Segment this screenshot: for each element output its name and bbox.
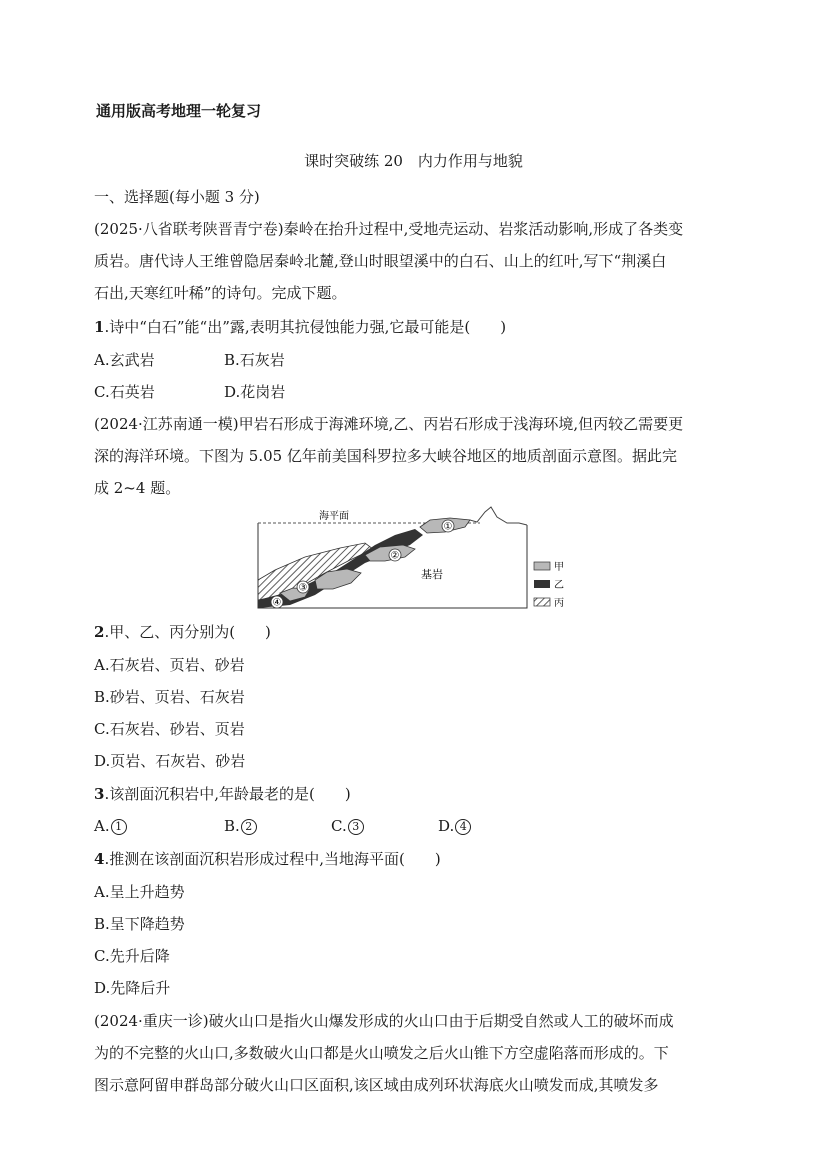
passage3-line: 为的不完整的火山口,多数破火山口都是火山喷发之后火山锥下方空虚陷落而形成的。下 (94, 1044, 669, 1062)
land-surface (460, 507, 527, 527)
passage3-line: 图示意阿留申群岛部分破火山口区面积,该区域由成列环状海底火山喷发而成,其喷发多 (94, 1076, 659, 1094)
option-letter: B. (224, 817, 240, 835)
q1-option-b[interactable]: B.石灰岩 (224, 351, 285, 369)
option-letter: D. (438, 817, 455, 835)
legend-swatch-yi (534, 580, 550, 588)
question-number: 3 (94, 785, 105, 803)
page-title: 课时突破练 20 内力作用与地貌 (304, 152, 523, 170)
label-3: ③ (298, 582, 308, 594)
q4-option-d[interactable]: D.先降后升 (94, 979, 171, 997)
question-1 (94, 316, 506, 338)
section-heading: 一、选择题(每小题 3 分) (94, 188, 260, 206)
q2-option-d[interactable]: D.页岩、石灰岩、砂岩 (94, 752, 246, 770)
legend-swatch-bing (534, 598, 550, 606)
question-stem: .该剖面沉积岩中,年龄最老的是( ) (104, 785, 351, 803)
q2-option-a[interactable]: A.石灰岩、页岩、砂岩 (94, 656, 245, 674)
q1-option-a[interactable]: A.玄武岩 (94, 351, 155, 369)
question-stem: .诗中“白石”能“出”露,表明其抗侵蚀能力强,它最可能是( ) (104, 318, 507, 336)
q2-option-b[interactable]: B.砂岩、页岩、石灰岩 (94, 688, 245, 706)
legend-label-jia: 甲 (554, 562, 564, 573)
q4-option-a[interactable]: A.呈上升趋势 (94, 883, 185, 901)
question-3 (94, 783, 351, 805)
q3-option-c[interactable] (331, 817, 364, 835)
legend-swatch-jia (534, 562, 550, 570)
q3-option-d[interactable] (438, 817, 471, 835)
option-circle-number: 4 (455, 819, 471, 835)
legend-label-yi: 乙 (554, 580, 564, 591)
label-1: ① (443, 521, 453, 533)
question-number: 2 (94, 623, 105, 641)
q1-option-c[interactable]: C.石英岩 (94, 383, 155, 401)
q3-option-a[interactable] (94, 817, 127, 835)
passage1-line: 石出,天寒红叶稀”的诗句。完成下题。 (94, 284, 347, 302)
question-number: 1 (94, 318, 105, 336)
bedrock-label: 基岩 (421, 568, 443, 581)
passage2-line: (2024·江苏南通一模)甲岩石形成于海滩环境,乙、丙岩石形成于浅海环境,但丙较乙需要更 (94, 415, 684, 433)
sea-level-label: 海平面 (319, 511, 349, 522)
passage2-line: 成 2~4 题。 (94, 479, 181, 497)
question-stem: .推测在该剖面沉积岩形成过程中,当地海平面( ) (104, 850, 441, 868)
option-circle-number: 2 (241, 819, 257, 835)
question-number: 4 (94, 850, 105, 868)
q2-option-c[interactable]: C.石灰岩、砂岩、页岩 (94, 720, 245, 738)
passage3-line: (2024·重庆一诊)破火山口是指火山爆发形成的火山口由于后期受自然或人工的破坏而成 (94, 1012, 674, 1030)
passage1-line: (2025·八省联考陕晋青宁卷)秦岭在抬升过程中,受地壳运动、岩浆活动影响,形成了各类变 (94, 220, 684, 238)
question-4 (94, 848, 441, 870)
legend-label-bing: 丙 (554, 598, 564, 609)
question-2 (94, 621, 271, 643)
option-circle-number: 1 (111, 819, 127, 835)
q1-option-d[interactable]: D.花岗岩 (224, 383, 286, 401)
passage1-line: 质岩。唐代诗人王维曾隐居秦岭北麓,登山时眼望溪中的白石、山上的红叶,写下“荆溪白 (94, 252, 667, 270)
q4-option-c[interactable]: C.先升后降 (94, 947, 170, 965)
document-header: 通用版高考地理一轮复习 (96, 102, 262, 120)
q3-option-b[interactable] (224, 817, 257, 835)
q4-option-b[interactable]: B.呈下降趋势 (94, 915, 185, 933)
label-2: ② (390, 550, 400, 562)
option-letter: A. (94, 817, 110, 835)
geologic-profile-figure (255, 505, 575, 613)
question-stem: .甲、乙、丙分别为( ) (104, 623, 271, 641)
option-letter: C. (331, 817, 347, 835)
label-4: ④ (272, 597, 282, 609)
option-circle-number: 3 (348, 819, 364, 835)
passage2-line: 深的海洋环境。下图为 5.05 亿年前美国科罗拉多大峡谷地区的地质剖面示意图。据此完 (94, 447, 677, 465)
